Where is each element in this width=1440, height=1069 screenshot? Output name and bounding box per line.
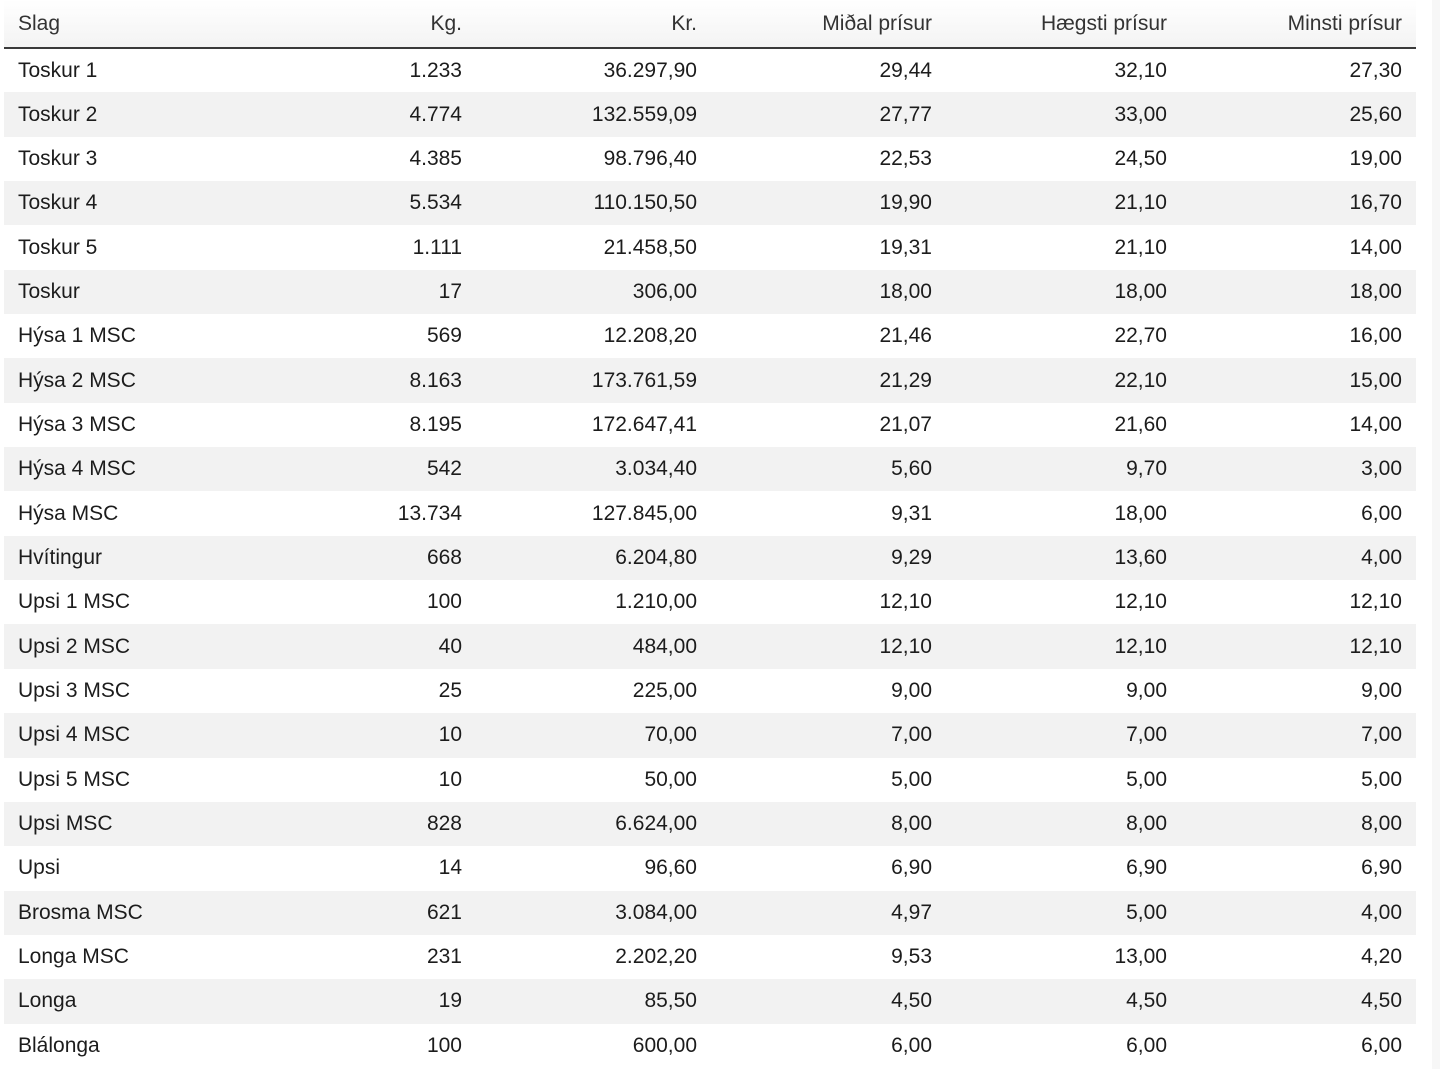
cell-midal-prisur: 12,10 <box>879 590 932 614</box>
cell-kr: 12.208,20 <box>603 324 697 348</box>
cell-kg: 10 <box>438 723 462 747</box>
cell-minsti-prisur: 8,00 <box>1361 812 1402 836</box>
cell-haegsti-prisur: 13,60 <box>1114 545 1167 569</box>
cell-haegsti-prisur: 22,70 <box>1114 324 1167 348</box>
cell-minsti-prisur: 3,00 <box>1361 457 1402 481</box>
table-row[interactable] <box>4 624 1416 668</box>
header-minsti-prisur[interactable]: Minsti prísur <box>1167 0 1402 48</box>
header-row <box>4 0 1416 48</box>
cell-haegsti-prisur: 21,10 <box>1114 235 1167 259</box>
cell-minsti-prisur: 18,00 <box>1349 279 1402 303</box>
cell-midal-prisur: 4,97 <box>891 900 932 924</box>
cell-midal-prisur: 5,60 <box>891 457 932 481</box>
cell-kr: 36.297,90 <box>603 58 697 82</box>
price-table <box>4 0 1416 1068</box>
cell-haegsti-prisur: 18,00 <box>1114 501 1167 525</box>
cell-midal-prisur: 9,53 <box>891 945 932 969</box>
table-row[interactable] <box>4 580 1416 624</box>
cell-kr: 225,00 <box>632 678 697 702</box>
cell-slag: Hýsa MSC <box>18 501 119 525</box>
cell-minsti-prisur: 4,50 <box>1361 989 1402 1013</box>
cell-haegsti-prisur: 9,00 <box>1126 678 1167 702</box>
cell-haegsti-prisur: 18,00 <box>1114 279 1167 303</box>
cell-kg: 8.163 <box>409 368 462 392</box>
cell-midal-prisur: 12,10 <box>879 634 932 658</box>
cell-kr: 3.084,00 <box>615 900 697 924</box>
cell-slag: Toskur 3 <box>18 146 98 170</box>
cell-haegsti-prisur: 12,10 <box>1114 590 1167 614</box>
cell-haegsti-prisur: 8,00 <box>1126 812 1167 836</box>
cell-minsti-prisur: 5,00 <box>1361 767 1402 791</box>
cell-haegsti-prisur: 24,50 <box>1114 146 1167 170</box>
header-kr[interactable]: Kr. <box>462 0 697 48</box>
cell-minsti-prisur: 27,30 <box>1349 58 1402 82</box>
header-slag[interactable]: Slag <box>18 0 219 48</box>
cell-midal-prisur: 4,50 <box>891 989 932 1013</box>
cell-kr: 70,00 <box>644 723 697 747</box>
cell-midal-prisur: 9,00 <box>891 678 932 702</box>
cell-kr: 173.761,59 <box>591 368 697 392</box>
table-row[interactable] <box>4 314 1416 358</box>
table-row[interactable] <box>4 979 1416 1023</box>
cell-kg: 19 <box>438 989 462 1013</box>
cell-slag: Upsi 4 MSC <box>18 723 131 747</box>
table-row[interactable] <box>4 846 1416 890</box>
cell-slag: Upsi 1 MSC <box>18 590 131 614</box>
scrollbar-track[interactable] <box>1432 0 1440 1069</box>
cell-slag: Upsi <box>18 856 61 880</box>
cell-minsti-prisur: 16,00 <box>1349 324 1402 348</box>
cell-kr: 85,50 <box>644 989 697 1013</box>
cell-haegsti-prisur: 21,10 <box>1114 191 1167 215</box>
cell-slag: Hvítingur <box>18 545 103 569</box>
price-table-container <box>4 0 1416 1068</box>
cell-minsti-prisur: 4,00 <box>1361 900 1402 924</box>
cell-slag: Hýsa 4 MSC <box>18 457 136 481</box>
cell-minsti-prisur: 7,00 <box>1361 723 1402 747</box>
cell-kg: 828 <box>426 812 462 836</box>
cell-kr: 127.845,00 <box>591 501 697 525</box>
cell-haegsti-prisur: 9,70 <box>1126 457 1167 481</box>
table-row[interactable] <box>4 225 1416 269</box>
table-row[interactable] <box>4 802 1416 846</box>
cell-midal-prisur: 29,44 <box>879 58 932 82</box>
table-row[interactable] <box>4 536 1416 580</box>
table-row[interactable] <box>4 48 1416 92</box>
table-header <box>4 0 1416 48</box>
cell-midal-prisur: 7,00 <box>891 723 932 747</box>
cell-midal-prisur: 21,29 <box>879 368 932 392</box>
cell-kg: 14 <box>438 856 462 880</box>
cell-midal-prisur: 18,00 <box>879 279 932 303</box>
cell-slag: Hýsa 1 MSC <box>18 324 136 348</box>
cell-kg: 17 <box>438 279 462 303</box>
cell-slag: Upsi 2 MSC <box>18 634 131 658</box>
cell-midal-prisur: 19,31 <box>879 235 932 259</box>
table-body <box>4 48 1416 1068</box>
cell-kg: 4.385 <box>409 146 462 170</box>
cell-kr: 1.210,00 <box>615 590 697 614</box>
cell-kr: 172.647,41 <box>591 412 697 436</box>
table-row[interactable] <box>4 713 1416 757</box>
cell-minsti-prisur: 16,70 <box>1349 191 1402 215</box>
table-row[interactable] <box>4 358 1416 402</box>
cell-minsti-prisur: 15,00 <box>1349 368 1402 392</box>
cell-kg: 13.734 <box>397 501 462 525</box>
cell-slag: Upsi MSC <box>18 812 113 836</box>
cell-midal-prisur: 27,77 <box>879 102 932 126</box>
cell-kr: 484,00 <box>632 634 697 658</box>
cell-slag: Brosma MSC <box>18 900 143 924</box>
cell-slag: Toskur 4 <box>18 191 98 215</box>
cell-kg: 621 <box>426 900 462 924</box>
table-row[interactable] <box>4 403 1416 447</box>
cell-slag: Longa <box>18 989 77 1013</box>
cell-kr: 21.458,50 <box>603 235 697 259</box>
cell-kr: 6.624,00 <box>615 812 697 836</box>
cell-haegsti-prisur: 32,10 <box>1114 58 1167 82</box>
table-row[interactable] <box>4 758 1416 802</box>
cell-slag: Upsi 5 MSC <box>18 767 131 791</box>
cell-kr: 600,00 <box>632 1033 697 1057</box>
cell-minsti-prisur: 6,00 <box>1361 501 1402 525</box>
cell-kg: 10 <box>438 767 462 791</box>
cell-slag: Upsi 3 MSC <box>18 678 131 702</box>
cell-kr: 98.796,40 <box>603 146 697 170</box>
table-row[interactable] <box>4 491 1416 535</box>
cell-minsti-prisur: 9,00 <box>1361 678 1402 702</box>
cell-kr: 50,00 <box>644 767 697 791</box>
cell-haegsti-prisur: 6,90 <box>1126 856 1167 880</box>
cell-haegsti-prisur: 12,10 <box>1114 634 1167 658</box>
cell-haegsti-prisur: 4,50 <box>1126 989 1167 1013</box>
cell-haegsti-prisur: 13,00 <box>1114 945 1167 969</box>
cell-slag: Hýsa 3 MSC <box>18 412 136 436</box>
cell-haegsti-prisur: 5,00 <box>1126 767 1167 791</box>
table-row[interactable] <box>4 891 1416 935</box>
cell-midal-prisur: 21,46 <box>879 324 932 348</box>
cell-haegsti-prisur: 5,00 <box>1126 900 1167 924</box>
cell-midal-prisur: 19,90 <box>879 191 932 215</box>
table-row[interactable] <box>4 447 1416 491</box>
cell-midal-prisur: 9,29 <box>891 545 932 569</box>
cell-haegsti-prisur: 6,00 <box>1126 1033 1167 1057</box>
cell-minsti-prisur: 12,10 <box>1349 634 1402 658</box>
cell-kg: 1.111 <box>412 235 462 259</box>
cell-haegsti-prisur: 22,10 <box>1114 368 1167 392</box>
cell-kg: 25 <box>438 678 462 702</box>
header-haegsti-prisur[interactable]: Hægsti prísur <box>932 0 1167 48</box>
cell-kr: 2.202,20 <box>615 945 697 969</box>
cell-kg: 668 <box>426 545 462 569</box>
cell-kg: 8.195 <box>409 412 462 436</box>
cell-midal-prisur: 22,53 <box>879 146 932 170</box>
cell-minsti-prisur: 19,00 <box>1349 146 1402 170</box>
cell-kr: 3.034,40 <box>615 457 697 481</box>
cell-midal-prisur: 6,00 <box>891 1033 932 1057</box>
table-row[interactable] <box>4 270 1416 314</box>
cell-midal-prisur: 8,00 <box>891 812 932 836</box>
cell-kg: 1.233 <box>409 58 462 82</box>
cell-slag: Longa MSC <box>18 945 129 969</box>
table-row[interactable] <box>4 1024 1416 1068</box>
cell-midal-prisur: 5,00 <box>891 767 932 791</box>
cell-minsti-prisur: 12,10 <box>1349 590 1402 614</box>
table-row[interactable] <box>4 181 1416 225</box>
cell-slag: Toskur 5 <box>18 235 98 259</box>
cell-slag: Hýsa 2 MSC <box>18 368 136 392</box>
cell-kg: 542 <box>426 457 462 481</box>
cell-kr: 6.204,80 <box>615 545 697 569</box>
cell-kg: 231 <box>426 945 462 969</box>
cell-kg: 5.534 <box>409 191 462 215</box>
cell-minsti-prisur: 14,00 <box>1349 412 1402 436</box>
header-midal-prisur[interactable]: Miðal prísur <box>697 0 932 48</box>
cell-kr: 132.559,09 <box>591 102 697 126</box>
table-row[interactable] <box>4 935 1416 979</box>
cell-minsti-prisur: 4,00 <box>1361 545 1402 569</box>
cell-kg: 569 <box>426 324 462 348</box>
cell-midal-prisur: 21,07 <box>879 412 932 436</box>
cell-slag: Toskur 1 <box>18 58 98 82</box>
cell-kr: 110.150,50 <box>593 191 697 215</box>
cell-slag: Blálonga <box>18 1033 100 1057</box>
cell-haegsti-prisur: 7,00 <box>1126 723 1167 747</box>
cell-kg: 4.774 <box>409 102 462 126</box>
cell-kg: 40 <box>438 634 462 658</box>
cell-minsti-prisur: 4,20 <box>1361 945 1402 969</box>
header-kg[interactable]: Kg. <box>219 0 462 48</box>
cell-minsti-prisur: 6,90 <box>1361 856 1402 880</box>
cell-minsti-prisur: 6,00 <box>1361 1033 1402 1057</box>
cell-haegsti-prisur: 21,60 <box>1114 412 1167 436</box>
cell-minsti-prisur: 25,60 <box>1349 102 1402 126</box>
cell-slag: Toskur 2 <box>18 102 98 126</box>
table-row[interactable] <box>4 92 1416 136</box>
cell-midal-prisur: 9,31 <box>891 501 932 525</box>
cell-minsti-prisur: 14,00 <box>1349 235 1402 259</box>
cell-kr: 306,00 <box>632 279 697 303</box>
cell-haegsti-prisur: 33,00 <box>1114 102 1167 126</box>
cell-kg: 100 <box>426 1033 462 1057</box>
cell-slag: Toskur <box>18 279 80 303</box>
table-row[interactable] <box>4 137 1416 181</box>
cell-kr: 96,60 <box>644 856 697 880</box>
cell-kg: 100 <box>426 590 462 614</box>
table-row[interactable] <box>4 669 1416 713</box>
cell-midal-prisur: 6,90 <box>891 856 932 880</box>
